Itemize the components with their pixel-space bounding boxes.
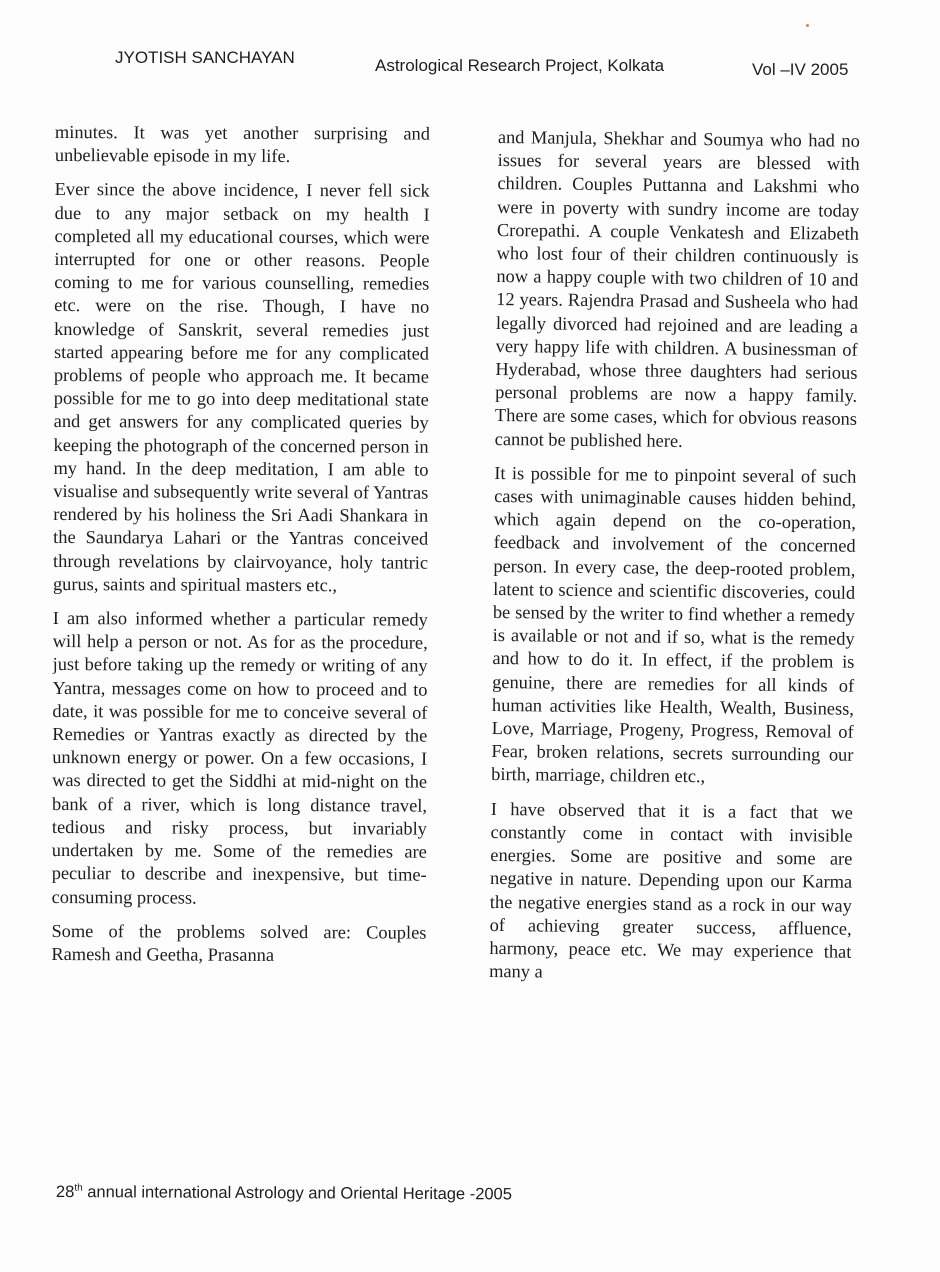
journal-title: JYOTISH SANCHAYAN [115,48,295,67]
volume-label: Vol –IV 2005 [752,60,849,79]
paragraph: minutes. It was yet another surprising and unbelievable episode in my life. [54,121,430,167]
paragraph: It is possible for me to pinpoint several of such cases with unimaginable causes hidden behind, which again depend on the co-operation, feedback and involvement of the concerned person. In every case, the deep-rooted problem, latent to science and scientific discoveries, could be sensed by the writer to find whether a remedy is available or not and if so, what is the remedy and how to do it. In effect, if the problem is genuine, there are remedies for all kinds of human activities like Health, Wealth, Business, Love, Marriage, Progeny, Progress, Removal of Fear, broken relations, secrets surrounding our birth, marriage, children etc., [491,462,857,787]
publisher-line: Astrological Research Project, Kolkata [375,56,665,75]
paragraph: and Manjula, Shekhar and Soumya who had no issues for several years are blessed with children. Couples Puttanna and Lakshmi who were in poverty with sundry income are today Crorepathi. A couple Venkatesh and Elizabeth who lost four of their children continuously is now a happy couple with two children of 10 and 12 years. Rajendra Prasad and Susheela who had legally divorced had rejoined and are leading a very happy life with children. A businessman of Hyderabad, whose three daughters had serious personal problems are now a happy family. There are some cases, which for obvious reasons cannot be published here. [494,126,860,451]
running-header [0,46,940,80]
running-footer [56,1183,512,1204]
footer-ordinal-suffix: th [74,1182,83,1194]
footer-text: annual international Astrology and Oriental Heritage -2005 [82,1183,512,1204]
left-column [51,121,430,1068]
paragraph: Some of the problems solved are: Couples Ramesh and Geetha, Prasanna [51,920,427,965]
right-column [487,126,860,1150]
paragraph: I am also informed whether a particular remedy will help a person or not. As for as the procedure, just before taking up the remedy or writing of any Yantra, messages come on how to proceed and to date, it was possible for me to conceive several of Remedies or Yantras exactly as directed by the unknown energy or power. On a few occasions, I was directed to get the Siddhi at mid-night on the bank of a river, which is long distance travel, tedious and risky process, but invariably undertaken by me. Some of the remedies are peculiar to describe and inexpensive, but time-consuming process. [51,608,428,908]
paragraph: Ever since the above incidence, I never fell sick due to any major setback on my health I completed all my educational courses, which were interrupted for one or other reasons. People coming to me for various counselling, remedies etc. were on the rise. Though, I have no knowledge of Sanskrit, several remedies just started appearing before me for any complicated problems of people who approach me. It became possible for me to go into deep meditational state and get answers for any complicated queries by keeping the photograph of the concerned person in my hand. In the deep meditation, I am able to visualise and subsequently write several of Yantras rendered by his holiness the Sri Aadi Shankara in the Saundarya Lahari or the Yantras conceived through revelations by clairvoyance, holy tantric gurus, saints and spiritual masters etc., [52,179,430,596]
footer-ordinal-number: 28 [55,1183,75,1202]
paragraph: I have observed that it is a fact that we constantly come in contact with invisible energies. Some are positive and some are negative in nature. Depending upon our Karma the negative energies stand as a rock in our way of achieving greater success, affluence, harmony, peace etc. We may experience that many a [489,798,853,982]
paper-speck [806,24,809,27]
